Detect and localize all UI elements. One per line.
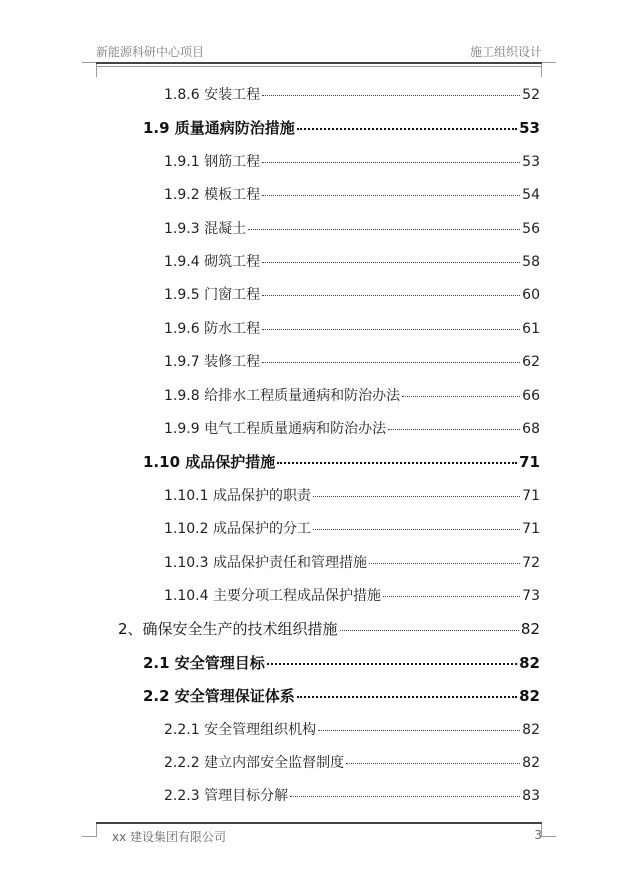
toc-entry-page-number: 82	[520, 620, 540, 639]
toc-leader-dots	[262, 329, 520, 330]
toc-leader-dots	[262, 362, 520, 363]
toc-leader-dots	[267, 663, 517, 665]
toc-entry-label: 1.10.1 成品保护的职责	[164, 487, 311, 504]
toc-entry-label: 1.9.6 防水工程	[164, 320, 261, 337]
crop-mark-bottom-right	[541, 822, 556, 837]
toc-entry[interactable]	[164, 585, 540, 605]
toc-entry[interactable]	[143, 117, 540, 137]
toc-entry-page-number: 71	[519, 453, 540, 472]
toc-entry[interactable]	[164, 218, 540, 238]
footer-page-number: 3	[534, 828, 542, 842]
toc-entry-label: 1.9.7 装修工程	[164, 354, 261, 371]
toc-entry-label: 2.2.2 建立内部安全监督制度	[164, 755, 345, 771]
toc-leader-dots	[262, 295, 520, 296]
toc-entry-label: 2.2 安全管理保证体系	[143, 687, 295, 706]
toc-entry[interactable]	[164, 385, 540, 405]
toc-entry[interactable]	[164, 485, 540, 505]
toc-entry-page-number: 72	[522, 554, 540, 571]
toc-entry-label: 1.10.4 主要分项工程成品保护措施	[164, 588, 381, 604]
toc-leader-dots	[313, 496, 520, 497]
toc-entry[interactable]	[143, 451, 540, 471]
toc-leader-dots	[297, 128, 517, 130]
toc-entry-page-number: 83	[522, 788, 540, 805]
toc-entry-label: 2、确保安全生产的技术组织措施	[118, 620, 338, 639]
toc-entry-label: 1.10.2 成品保护的分工	[164, 521, 311, 538]
toc-entry-page-number: 54	[522, 187, 540, 204]
toc-entry-label: 1.10 成品保护措施	[143, 453, 276, 472]
toc-leader-dots	[248, 229, 520, 230]
toc-leader-dots	[340, 630, 519, 631]
header-document-title: 施工组织设计	[469, 45, 542, 59]
toc-leader-dots	[262, 162, 520, 163]
toc-entry-page-number: 82	[522, 755, 540, 771]
toc-entry-page-number: 71	[522, 487, 540, 504]
toc-entry-page-number: 71	[522, 521, 540, 538]
toc-entry-page-number: 61	[522, 320, 540, 337]
toc-leader-dots	[297, 696, 517, 698]
toc-leader-dots	[277, 462, 517, 464]
toc-entry-label: 1.9.4 砌筑工程	[164, 254, 261, 270]
page-header	[96, 41, 542, 61]
toc-entry-page-number: 58	[522, 254, 540, 270]
crop-mark-top-right	[541, 62, 556, 77]
footer-rule	[96, 822, 542, 824]
toc-leader-dots	[262, 195, 520, 196]
toc-entry-page-number: 73	[522, 588, 540, 604]
toc-entry-label: 1.9 质量通病防治措施	[143, 119, 295, 138]
toc-entry-label: 1.9.8 给排水工程质量通病和防治办法	[164, 387, 401, 404]
footer-company-name: xx 建设集团有限公司	[112, 830, 227, 844]
toc-leader-dots	[262, 95, 520, 96]
toc-entry[interactable]	[164, 284, 540, 304]
toc-entry-page-number: 53	[522, 153, 540, 170]
toc-entry[interactable]	[164, 719, 540, 739]
toc-entry-page-number: 66	[522, 387, 540, 404]
toc-entry[interactable]	[164, 351, 540, 371]
toc-leader-dots	[318, 730, 520, 731]
toc-entry-label: 1.9.2 模板工程	[164, 187, 261, 204]
toc-entry[interactable]	[164, 785, 540, 805]
toc-entry[interactable]	[143, 652, 540, 672]
toc-entry-label: 1.8.6 安装工程	[164, 87, 261, 103]
toc-entry-page-number: 53	[519, 119, 540, 138]
header-rule-thin	[96, 66, 542, 67]
toc-entry[interactable]	[118, 618, 540, 638]
toc-entry[interactable]	[164, 518, 540, 538]
crop-mark-bottom-left	[82, 822, 97, 837]
toc-leader-dots	[383, 596, 520, 597]
toc-entry-page-number: 82	[522, 721, 540, 738]
toc-leader-dots	[388, 429, 520, 430]
toc-leader-dots	[290, 796, 520, 797]
toc-entry-label: 1.10.3 成品保护责任和管理措施	[164, 554, 367, 571]
toc-entry-page-number: 68	[522, 421, 540, 437]
toc-leader-dots	[402, 396, 520, 397]
toc-entry[interactable]	[143, 685, 540, 705]
toc-entry-page-number: 82	[519, 653, 540, 672]
toc-entry[interactable]	[164, 318, 540, 338]
toc-entry-page-number: 82	[519, 687, 540, 706]
toc-entry-label: 1.9.5 门窗工程	[164, 287, 261, 304]
toc-entry-label: 2.2.3 管理目标分解	[164, 788, 289, 805]
toc-entry-page-number: 52	[522, 87, 540, 103]
header-project-name: 新能源科研中心项目	[96, 45, 205, 59]
toc-entry-label: 1.9.3 混凝土	[164, 220, 247, 237]
toc-leader-dots	[369, 563, 520, 564]
toc-entry-page-number: 56	[522, 220, 540, 237]
header-rule	[96, 62, 542, 64]
toc-entry[interactable]	[164, 184, 540, 204]
toc-entry[interactable]	[164, 552, 540, 572]
toc-leader-dots	[262, 262, 520, 263]
toc-leader-dots	[346, 763, 520, 764]
page-footer	[96, 828, 542, 846]
toc-entry-label: 1.9.9 电气工程质量通病和防治办法	[164, 421, 387, 437]
crop-mark-top-left	[82, 62, 97, 77]
toc-entry-label: 2.1 安全管理目标	[143, 653, 265, 672]
toc-entry-label: 1.9.1 钢筋工程	[164, 153, 261, 170]
toc-entry[interactable]	[164, 752, 540, 772]
toc-entry-page-number: 60	[522, 287, 540, 304]
toc-leader-dots	[313, 529, 520, 530]
toc-entry[interactable]	[164, 418, 540, 438]
toc-entry-page-number: 62	[522, 354, 540, 371]
toc-entry[interactable]	[164, 151, 540, 171]
toc-entry[interactable]	[164, 251, 540, 271]
toc-entry[interactable]	[164, 84, 540, 104]
toc-entry-label: 2.2.1 安全管理组织机构	[164, 721, 317, 738]
